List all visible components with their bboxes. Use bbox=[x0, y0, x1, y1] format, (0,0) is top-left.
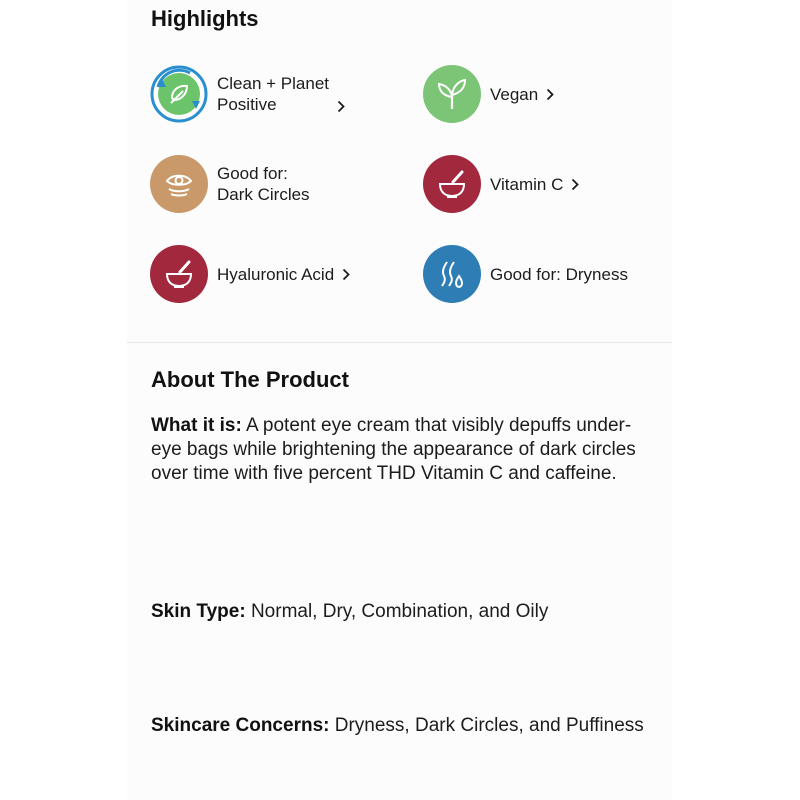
eye-icon bbox=[150, 155, 208, 213]
skincare-concerns-label: Skincare Concerns: bbox=[151, 715, 330, 736]
what-it-is-text: A potent eye cream that visibly depuffs under-eye bags while brightening the appearance of dark circles over time with five percent THD Vitamin C and caffeine. bbox=[151, 415, 636, 484]
highlights-heading: Highlights bbox=[151, 6, 259, 31]
skin-type-text: Normal, Dry, Combination, and Oily bbox=[245, 601, 549, 622]
highlight-clean-planet-positive[interactable] bbox=[150, 65, 345, 123]
water-drops-icon bbox=[423, 245, 481, 303]
chevron-right-icon bbox=[546, 88, 554, 101]
highlight-vegan[interactable] bbox=[423, 65, 554, 123]
mortar-pestle-icon bbox=[423, 155, 481, 213]
section-divider bbox=[127, 342, 672, 343]
leaf-sprout-icon bbox=[423, 65, 481, 123]
highlight-hyaluronic-acid[interactable] bbox=[150, 245, 350, 303]
what-it-is-paragraph bbox=[151, 414, 651, 486]
what-it-is-label: What it is: bbox=[151, 415, 242, 436]
about-product-heading: About The Product bbox=[151, 367, 349, 392]
highlight-good-for-dryness bbox=[423, 245, 628, 303]
highlight-good-for-dark-circles bbox=[150, 155, 310, 213]
chevron-right-icon bbox=[337, 100, 345, 113]
skincare-concerns-text: Dryness, Dark Circles, and Puffiness bbox=[329, 715, 644, 736]
highlight-label: Good for: Dark Circles bbox=[217, 164, 310, 204]
mortar-pestle-icon bbox=[150, 245, 208, 303]
chevron-right-icon bbox=[342, 268, 350, 281]
highlight-label: Vitamin C bbox=[490, 174, 564, 194]
skincare-concerns-paragraph bbox=[151, 714, 651, 738]
clean-planet-positive-badge-icon bbox=[150, 65, 208, 123]
highlight-label: Hyaluronic Acid bbox=[217, 264, 335, 284]
highlight-label: Good for: Dryness bbox=[490, 264, 628, 284]
highlight-vitamin-c[interactable] bbox=[423, 155, 579, 213]
skin-type-paragraph bbox=[151, 600, 651, 624]
highlight-label: Vegan bbox=[490, 84, 539, 104]
highlight-label: Clean + Planet Positive bbox=[217, 74, 329, 114]
chevron-right-icon bbox=[571, 178, 579, 191]
skin-type-label: Skin Type: bbox=[151, 601, 246, 622]
